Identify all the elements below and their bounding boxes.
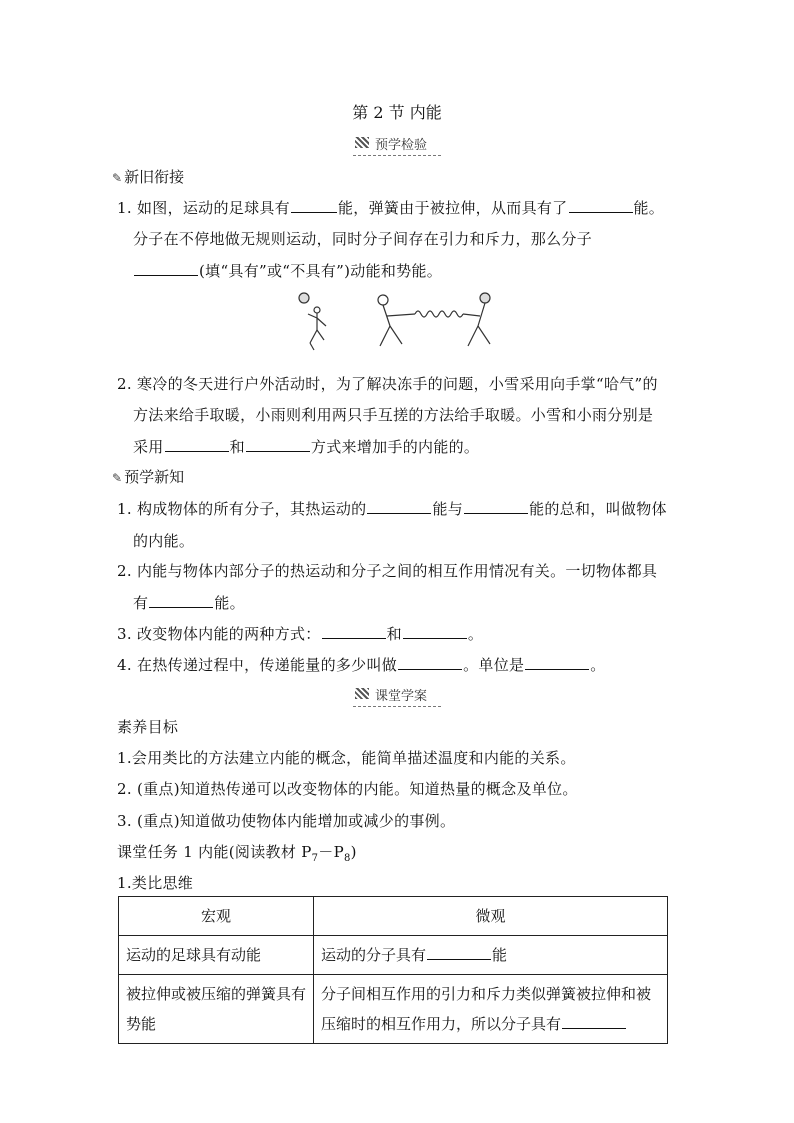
n1-line2: 的内能。 (133, 532, 195, 550)
n4-text-b: 。单位是 (463, 656, 525, 674)
q2-text-a: 采用 (133, 438, 164, 456)
n1-text-a: 1. 构成物体的所有分子，其热运动的 (117, 500, 367, 518)
n2-line1: 2. 内能与物体内部分子的热运动和分子之间的相互作用情况有关。一切物体都具 (117, 562, 658, 580)
football-player-icon (299, 293, 326, 350)
n4-text-a: 4. 在热传递过程中，传递能量的多少叫做 (117, 656, 398, 674)
q1-text-a: 1. 如图，运动的足球具有 (117, 199, 290, 217)
banner-class-label: 课堂学案 (353, 684, 441, 707)
cell-micro-2 (314, 975, 668, 1044)
blank (134, 261, 198, 276)
cell-micro-1-end: 能 (492, 946, 508, 964)
n2-text-b: 能。 (214, 594, 245, 612)
blank (427, 945, 491, 960)
q2-text-c: 方式来增加手的内能的。 (310, 438, 480, 456)
blank (398, 655, 462, 670)
section-new-knowledge (112, 466, 184, 487)
task-page-end: 8 (343, 853, 351, 864)
q1-text-b: 能，弹簧由于被拉伸，从而具有了 (337, 199, 568, 217)
n4-text-c: 。 (590, 656, 606, 674)
figure-football-spring (280, 288, 520, 358)
n3-text-a: 3. 改变物体内能的两种方式： (117, 625, 321, 643)
q1-text-c: 能。 (633, 199, 665, 217)
goal-3: 3. (重点)知道做功使物体内能增加或减少的事例。 (117, 812, 456, 830)
q2-line3 (133, 436, 479, 457)
header-macro: 宏观 (119, 897, 314, 936)
analogy-table (118, 896, 668, 1044)
blank (562, 1014, 626, 1029)
cell-micro-2-text: 分子间相互作用的引力和斥力类似弹簧被拉伸和被压缩时的相互作用力，所以分子具有 (321, 985, 652, 1033)
goals-heading: 素养目标 (117, 718, 179, 736)
n3-text-c: 。 (467, 625, 484, 643)
q2-line2: 方法来给手取暖，小雨则利用两只手互搓的方法给手取暖。小雪和小雨分别是 (133, 406, 654, 424)
blank (149, 593, 213, 608)
table-row (119, 975, 668, 1044)
q1-line1 (117, 197, 664, 218)
section-banner-class (0, 684, 794, 707)
header-micro: 微观 (314, 897, 668, 936)
q1-text-d: (填“具有”或“不具有”)动能和势能。 (199, 262, 443, 280)
q2-text-b: 和 (229, 438, 245, 456)
cell-micro-1 (314, 936, 668, 975)
blank (403, 624, 467, 639)
page-title: 第 2 节 内能 (352, 103, 442, 122)
n1-line1 (117, 498, 667, 519)
goal-1: 1.会用类比的方法建立内能的概念，能简单描述温度和内能的关系。 (117, 749, 576, 767)
n3-line (117, 623, 483, 644)
section-marker-icon: ✎ (112, 171, 123, 185)
cell-macro-2: 被拉伸或被压缩的弹簧具有势能 (119, 975, 314, 1044)
task-dash: －P (318, 843, 344, 861)
goal-2: 2. (重点)知道热传递可以改变物体的内能。知道热量的概念及单位。 (117, 780, 578, 798)
spring-pullers-icon (378, 293, 490, 346)
cell-macro-1: 运动的足球具有动能 (119, 936, 314, 975)
blank (367, 499, 431, 514)
section-marker-icon: ✎ (112, 471, 123, 485)
task-page-start: 7 (311, 853, 319, 864)
task-end: ) (350, 843, 357, 861)
blank (165, 437, 229, 452)
task-1-heading (117, 841, 357, 864)
table-row (119, 936, 668, 975)
section-new-label: 预学新知 (124, 468, 185, 486)
q1-line2: 分子在不停地做无规则运动，同时分子间存在引力和斥力，那么分子 (133, 230, 593, 248)
q2-line1: 2. 寒冷的冬天进行户外活动时，为了解决冻手的问题，小雪采用向手掌“哈气”的 (117, 375, 658, 393)
n4-line (117, 654, 606, 675)
n1-text-b: 能与 (432, 500, 464, 518)
n2-line2 (133, 592, 245, 613)
n3-text-b: 和 (386, 625, 402, 643)
n2-text-a: 有 (133, 594, 149, 612)
analogy-heading: 1.类比思维 (117, 874, 194, 892)
task-label: 课堂任务 1 内能(阅读教材 P (117, 843, 312, 861)
blank (525, 655, 589, 670)
cell-micro-1-text: 运动的分子具有 (321, 946, 427, 964)
blank (569, 198, 633, 213)
section-banner-preview (0, 133, 794, 156)
section-old-new (112, 166, 184, 187)
banner-preview-label: 预学检验 (353, 133, 441, 156)
blank (322, 624, 386, 639)
section-old-new-label: 新旧衔接 (124, 168, 185, 186)
blank (246, 437, 310, 452)
blank (291, 198, 337, 213)
table-header-row (119, 897, 668, 936)
n1-text-c: 能的总和，叫做物体 (529, 500, 667, 518)
blank (464, 499, 528, 514)
q1-line3 (133, 260, 442, 281)
